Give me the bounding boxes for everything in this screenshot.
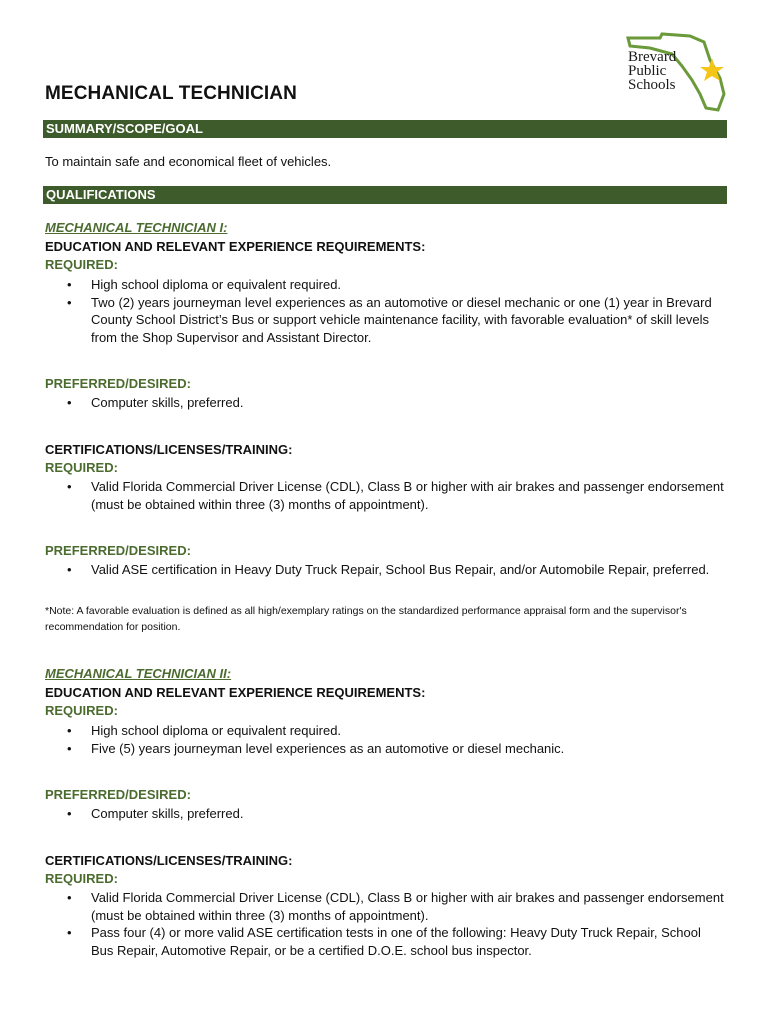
tech1-required-label: REQUIRED: [45,257,118,272]
tech2-title: MECHANICAL TECHNICIAN II: [45,666,232,681]
tech1-cert-required-list [45,478,725,513]
summary-text: To maintain safe and economical fleet of vehicles. [45,154,332,169]
qualifications-heading-bar: QUALIFICATIONS [43,186,727,204]
tech1-preferred-list [45,394,725,412]
logo-line-2: Public [628,63,667,79]
tech2-preferred-list [45,805,725,823]
list-item: • Valid Florida Commercial Driver License (CDL), Class B or higher with air brakes and passenger endorsement (must be obtained within three (3) months of appointment). [45,889,725,924]
tech1-title: MECHANICAL TECHNICIAN I: [45,220,228,235]
tech1-preferred-label: PREFERRED/DESIRED: [45,376,191,391]
tech1-required-list [45,276,725,346]
list-item: • Pass four (4) or more valid ASE certification tests in one of the following: Heavy Duty Truck Repair, School Bus Repair, Automotive Repair, or be a certified D.O.E. school bus inspector. [45,924,725,959]
list-item: • Valid ASE certification in Heavy Duty Truck Repair, School Bus Repair, and/or Automobile Repair, preferred. [45,561,725,579]
logo-text [628,50,676,92]
list-item: • Computer skills, preferred. [45,805,725,823]
list-item: • Two (2) years journeyman level experiences as an automotive or diesel mechanic or one (1) year in Brevard County School District’s Bus or support vehicle maintenance facility, with favorable evaluation* of skill levels from the Shop Supervisor and Assistant Director. [45,294,725,347]
tech2-cert-required-list [45,889,725,959]
list-item: • Valid Florida Commercial Driver License (CDL), Class B or higher with air brakes and passenger endorsement (must be obtained within three (3) months of appointment). [45,478,725,513]
logo-line-1: Brevard [628,49,677,65]
list-item: • Computer skills, preferred. [45,394,725,412]
tech2-preferred-label: PREFERRED/DESIRED: [45,787,191,802]
tech2-required-list [45,722,725,757]
summary-heading-bar: SUMMARY/SCOPE/GOAL [43,120,727,138]
tech1-education-heading: EDUCATION AND RELEVANT EXPERIENCE REQUIREMENTS: [45,239,426,254]
tech1-cert-preferred-list [45,561,725,579]
list-item: • High school diploma or equivalent required. [45,722,725,740]
tech2-required-label: REQUIRED: [45,703,118,718]
tech2-cert-heading: CERTIFICATIONS/LICENSES/TRAINING: [45,853,293,868]
tech1-cert-preferred-label: PREFERRED/DESIRED: [45,543,191,558]
list-item: • Five (5) years journeyman level experiences as an automotive or diesel mechanic. [45,740,725,758]
logo-line-3: Schools [628,77,676,93]
tech1-cert-heading: CERTIFICATIONS/LICENSES/TRAINING: [45,442,293,457]
tech2-education-heading: EDUCATION AND RELEVANT EXPERIENCE REQUIREMENTS: [45,685,426,700]
list-item: • High school diploma or equivalent required. [45,276,725,294]
tech1-cert-required-label: REQUIRED: [45,460,118,475]
evaluation-note: *Note: A favorable evaluation is defined as all high/exemplary ratings on the standardized performance appraisal form and the supervisor's recommendation for position. [45,605,687,633]
tech2-cert-required-label: REQUIRED: [45,871,118,886]
page-title: MECHANICAL TECHNICIAN [45,83,297,104]
